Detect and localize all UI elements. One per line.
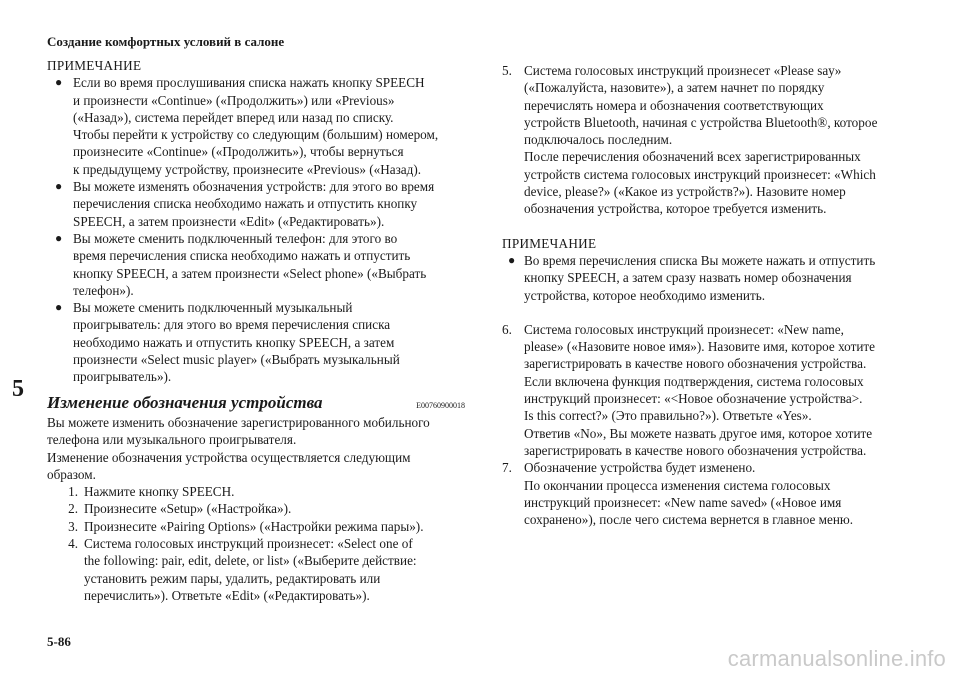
text-line: телефон»). bbox=[73, 282, 134, 298]
text-line: телефона или музыкального проигрывателя. bbox=[47, 432, 297, 448]
text-line: («Пожалуйста, назовите»), а затем начнет по порядку bbox=[524, 80, 825, 96]
text-line: Произнесите «Setup» («Настройка»). bbox=[84, 501, 292, 517]
left-column bbox=[47, 57, 467, 604]
step-number: 4. bbox=[68, 536, 78, 552]
text-line: the following: pair, edit, delete, or list» («Выберите действие: bbox=[84, 553, 417, 569]
text-line: Произнесите «Pairing Options» («Настройки режима пары»). bbox=[84, 518, 424, 534]
note-bullet bbox=[47, 299, 467, 385]
text-line: к предыдущему устройству, произнесите «Previous» («Назад). bbox=[73, 161, 422, 177]
text-line: Ответив «No», Вы можете назвать другое имя, которое хотите bbox=[524, 425, 873, 441]
text-line: проигрыватель: для этого во время перечисления списка bbox=[73, 317, 391, 333]
text-line: Is this correct?» (Это правильно?»). Ответьте «Yes». bbox=[524, 408, 812, 424]
text-line: и произнести «Continue» («Продолжить») или «Previous» bbox=[73, 92, 395, 108]
text-line: ● Во время перечисления списка Вы можете нажать и отпустить bbox=[524, 252, 876, 268]
section-heading bbox=[47, 394, 467, 414]
text-line: образом. bbox=[47, 466, 96, 482]
note-bullet bbox=[502, 252, 912, 304]
step-item bbox=[502, 321, 912, 459]
text-line: установить режим пары, удалить, редактировать или bbox=[84, 570, 381, 586]
page-header: Создание комфортных условий в салоне bbox=[47, 34, 285, 49]
text-line: ● Вы можете сменить подключенный телефон: для этого во bbox=[73, 230, 398, 246]
text-line: перечисления списка необходимо нажать и отпустить кнопку bbox=[73, 196, 418, 212]
text-line: произнесите «Continue» («Продолжить»), чтобы вернуться bbox=[73, 144, 404, 160]
note-block bbox=[502, 235, 912, 304]
steps-list bbox=[47, 483, 467, 604]
note-bullet bbox=[47, 178, 467, 230]
text-line: ● Если во время прослушивания списка нажать кнопку SPEECH bbox=[73, 75, 425, 91]
text-line: Нажмите кнопку SPEECH. bbox=[84, 484, 235, 500]
text-line: Вы можете изменить обозначение зарегистрированного мобильного bbox=[47, 414, 430, 430]
text-line: После перечисления обозначений всех зарегистрированных bbox=[524, 149, 861, 165]
section-code: E00760900018 bbox=[416, 400, 465, 410]
text-line: зарегистрировать в качестве нового обозначения устройства. bbox=[524, 442, 867, 458]
note-bullets bbox=[47, 74, 467, 385]
text-line: инструкций произнесет: «New name saved» («Новое имя bbox=[524, 494, 842, 510]
text-line: необходимо нажать и отпустить кнопку SPEECH, а затем bbox=[73, 334, 395, 350]
text-line: Изменение обозначения устройства осуществляется следующим bbox=[47, 449, 411, 465]
text-line: По окончании процесса изменения система голосовых bbox=[524, 477, 831, 493]
text-line: кнопку SPEECH, а затем сразу назвать номер обозначения bbox=[524, 270, 852, 286]
section-title: Изменение обозначения устройства bbox=[47, 392, 323, 412]
text-line: Система голосовых инструкций произнесет: «Select one of bbox=[84, 536, 413, 552]
step-item bbox=[47, 500, 467, 517]
section-intro bbox=[47, 414, 467, 483]
right-column bbox=[502, 62, 912, 528]
text-line: SPEECH, а затем произнести «Edit» («Редактировать»). bbox=[73, 213, 385, 229]
page-number: 5-86 bbox=[47, 634, 71, 649]
text-line: Если включена функция подтверждения, система голосовых bbox=[524, 373, 864, 389]
text-line: please» («Назовите новое имя»). Назовите имя, которое хотите bbox=[524, 339, 876, 355]
step-number: 6. bbox=[502, 321, 512, 337]
text-line: кнопку SPEECH, а затем произнести «Select phone» («Выбрать bbox=[73, 265, 427, 281]
text-line: обозначения устройства, которое требуется изменить. bbox=[524, 201, 827, 217]
step-number: 1. bbox=[68, 484, 78, 500]
text-line: произнести «Select music player» («Выбрать музыкальный bbox=[73, 352, 400, 368]
text-line: подключалось последним. bbox=[524, 132, 673, 148]
note-title: ПРИМЕЧАНИЕ bbox=[47, 58, 142, 73]
text-line: Чтобы перейти к устройству со следующим (большим) номером, bbox=[73, 127, 439, 143]
text-line: («Назад»), система перейдет вперед или назад по списку. bbox=[73, 109, 394, 125]
text-line: время перечисления списка необходимо нажать и отпустить bbox=[73, 248, 411, 264]
note-title: ПРИМЕЧАНИЕ bbox=[502, 235, 597, 251]
step-number: 7. bbox=[502, 460, 512, 476]
text-line: устройств Bluetooth, начиная с устройства Bluetooth®, которое bbox=[524, 114, 878, 130]
note-bullet bbox=[47, 74, 467, 178]
text-line: Обозначение устройства будет изменено. bbox=[524, 460, 756, 476]
step-number: 3. bbox=[68, 518, 78, 534]
watermark-logo: carmanualsonline.info bbox=[727, 646, 946, 671]
step-item bbox=[47, 483, 467, 500]
text-line: device, please?» («Какое из устройств?»). Назовите номер bbox=[524, 184, 846, 200]
text-line: сохранено»), после чего система вернется в главное меню. bbox=[524, 512, 854, 528]
text-line: Система голосовых инструкций произнесет: «New name, bbox=[524, 321, 844, 337]
step-item bbox=[502, 459, 912, 528]
step-item bbox=[47, 535, 467, 604]
text-line: зарегистрировать в качестве нового обозначения устройства. bbox=[524, 356, 867, 372]
note-bullets bbox=[502, 252, 912, 304]
text-line: инструкций произнесет: «<Новое обозначение устройства>. bbox=[524, 391, 863, 407]
text-line: ● Вы можете изменять обозначения устройств: для этого во время bbox=[73, 179, 435, 195]
note-bullet bbox=[47, 230, 467, 299]
text-line: устройств система голосовых инструкций произнесет: «Which bbox=[524, 166, 876, 182]
text-line: проигрыватель»). bbox=[73, 369, 172, 385]
text-line: ● Вы можете сменить подключенный музыкальный bbox=[73, 300, 353, 316]
text-line: перечислить»). Ответьте «Edit» («Редактировать»). bbox=[84, 587, 370, 603]
step-item bbox=[47, 518, 467, 535]
step-number: 2. bbox=[68, 501, 78, 517]
text-line: Система голосовых инструкций произнесет «Please say» bbox=[524, 63, 842, 78]
text-line: устройства, которое необходимо изменить. bbox=[524, 287, 766, 303]
chapter-tab: 5 bbox=[12, 376, 24, 402]
step-item bbox=[502, 62, 912, 218]
step-number: 5. bbox=[502, 63, 512, 78]
text-line: перечислять номера и обозначения соответствующих bbox=[524, 97, 824, 113]
